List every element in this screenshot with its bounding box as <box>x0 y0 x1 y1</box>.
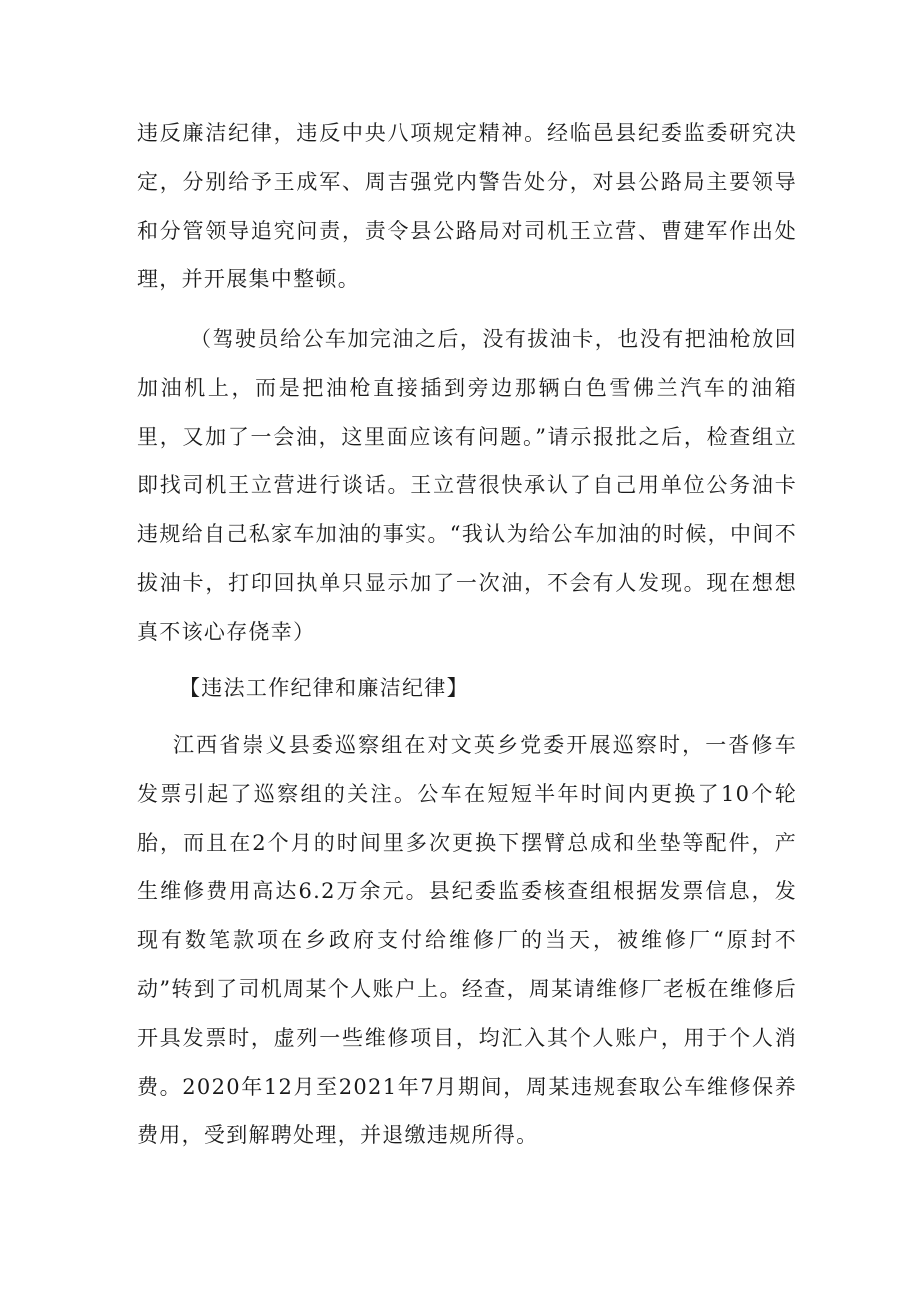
paragraph-car-repair-case: 江西省崇义县委巡察组在对文英乡党委开展巡察时，一沓修车发票引起了巡察组的关注。公车在短短半年时间内更换了10个轮胎，而且在2个月的时间里多次更换下摆臂总成和坐垫等配件，产生维修费用高达6.2万余元。县纪委监委核查组根据发票信息，发现有数笔款项在乡政府支付给维修厂的当天，被维修厂“原封不动”转到了司机周某个人账户上。经查，周某请维修厂老板在维修后开具发票时，虚列一些维修项目，均汇入其个人账户，用于个人消费。2020年12月至2021年7月期间，周某违规套取公车维修保养费用，受到解聘处理，并退缴违规所得。 <box>137 733 797 1148</box>
paragraph-discipline-decision: 违反廉洁纪律，违反中央八项规定精神。经临邑县纪委监委研究决定，分别给予王成军、周吉强党内警告处分，对县公路局主要领导和分管领导追究问责，责令县公路局对司机王立营、曹建军作出处理，并开展集中整顿。 <box>137 121 797 292</box>
paragraph-fuel-card-incident: （驾驶员给公车加完油之后，没有拔油卡，也没有把油枪放回加油机上，而是把油枪直接插到旁边那辆白色雪佛兰汽车的油箱里，又加了一会油，这里面应该有问题。”请示报批之后，检查组立即找司机王立营进行谈话。王立营很快承认了自己用单位公务油卡违规给自己私家车加油的事实。“我认为给公车加油的时候，中间不拔油卡，打印回执单只显示加了一次油，不会有人发现。现在想想真不该心存侥幸） <box>137 327 797 644</box>
section-heading: 【违法工作纪律和廉洁纪律】 <box>179 676 469 700</box>
